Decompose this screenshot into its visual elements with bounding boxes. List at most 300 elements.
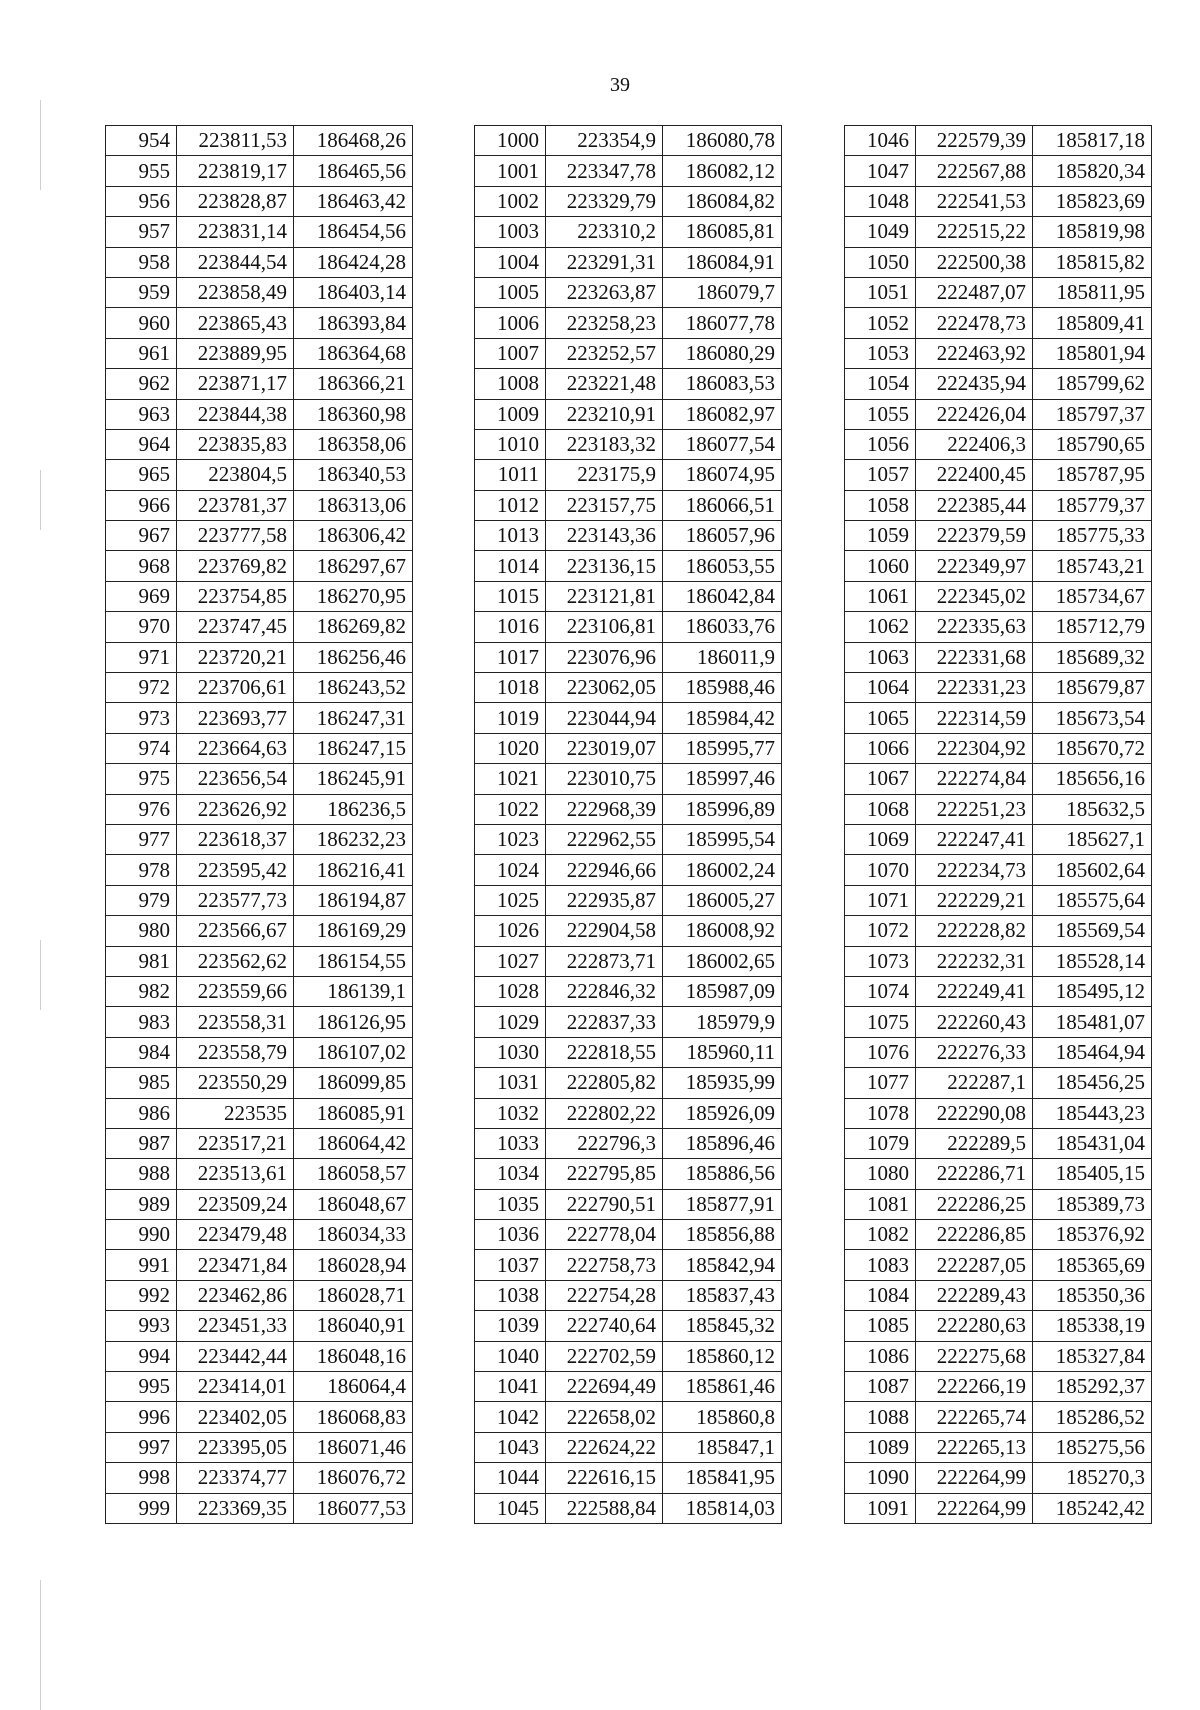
y-coordinate-cell: 186084,82 [663, 186, 782, 216]
point-number-cell: 994 [106, 1341, 177, 1371]
table-row [845, 1189, 1152, 1219]
y-coordinate-cell: 186139,1 [294, 976, 413, 1006]
table-row [475, 277, 782, 307]
x-coordinate-cell: 222694,49 [546, 1372, 663, 1402]
y-coordinate-cell: 186270,95 [294, 581, 413, 611]
x-coordinate-cell: 222463,92 [916, 338, 1033, 368]
table-row [106, 247, 413, 277]
x-coordinate-cell: 223777,58 [177, 521, 294, 551]
point-number-cell: 1029 [475, 1007, 546, 1037]
x-coordinate-cell: 222314,59 [916, 703, 1033, 733]
point-number-cell: 984 [106, 1037, 177, 1067]
point-number-cell: 1050 [845, 247, 916, 277]
point-number-cell: 1089 [845, 1432, 916, 1462]
point-number-cell: 974 [106, 733, 177, 763]
point-number-cell: 1091 [845, 1493, 916, 1523]
x-coordinate-cell: 223559,66 [177, 976, 294, 1006]
table-row [475, 1432, 782, 1462]
table-row [475, 217, 782, 247]
point-number-cell: 963 [106, 399, 177, 429]
table-row [475, 824, 782, 854]
x-coordinate-cell: 222515,22 [916, 217, 1033, 247]
table-row [475, 1068, 782, 1098]
point-number-cell: 977 [106, 824, 177, 854]
x-coordinate-cell: 222276,33 [916, 1037, 1033, 1067]
point-number-cell: 1030 [475, 1037, 546, 1067]
x-coordinate-cell: 222275,68 [916, 1341, 1033, 1371]
x-coordinate-cell: 222274,84 [916, 764, 1033, 794]
y-coordinate-cell: 185673,54 [1033, 703, 1152, 733]
y-coordinate-cell: 186057,96 [663, 521, 782, 551]
y-coordinate-cell: 185841,95 [663, 1463, 782, 1493]
point-number-cell: 1001 [475, 156, 546, 186]
y-coordinate-cell: 185327,84 [1033, 1341, 1152, 1371]
coordinates-table-2 [474, 125, 782, 1524]
y-coordinate-cell: 186080,29 [663, 338, 782, 368]
y-coordinate-cell: 186064,4 [294, 1372, 413, 1402]
point-number-cell: 1018 [475, 673, 546, 703]
point-number-cell: 964 [106, 429, 177, 459]
table-row [845, 1250, 1152, 1280]
y-coordinate-cell: 185960,11 [663, 1037, 782, 1067]
x-coordinate-cell: 223664,63 [177, 733, 294, 763]
x-coordinate-cell: 222385,44 [916, 490, 1033, 520]
point-number-cell: 968 [106, 551, 177, 581]
y-coordinate-cell: 185734,67 [1033, 581, 1152, 611]
y-coordinate-cell: 186366,21 [294, 369, 413, 399]
x-coordinate-cell: 222249,41 [916, 976, 1033, 1006]
x-coordinate-cell: 223369,35 [177, 1493, 294, 1523]
x-coordinate-cell: 223747,45 [177, 612, 294, 642]
point-number-cell: 1085 [845, 1311, 916, 1341]
point-number-cell: 1078 [845, 1098, 916, 1128]
point-number-cell: 1081 [845, 1189, 916, 1219]
x-coordinate-cell: 223354,9 [546, 126, 663, 156]
y-coordinate-cell: 185627,1 [1033, 824, 1152, 854]
table-row [845, 460, 1152, 490]
table-row [475, 976, 782, 1006]
x-coordinate-cell: 222289,5 [916, 1128, 1033, 1158]
y-coordinate-cell: 185481,07 [1033, 1007, 1152, 1037]
table-row [475, 1463, 782, 1493]
point-number-cell: 1082 [845, 1220, 916, 1250]
table-row [475, 551, 782, 581]
y-coordinate-cell: 185877,91 [663, 1189, 782, 1219]
y-coordinate-cell: 186393,84 [294, 308, 413, 338]
x-coordinate-cell: 222260,43 [916, 1007, 1033, 1037]
table-row [106, 1463, 413, 1493]
y-coordinate-cell: 186071,46 [294, 1432, 413, 1462]
point-number-cell: 957 [106, 217, 177, 247]
point-number-cell: 1074 [845, 976, 916, 1006]
table-row [475, 490, 782, 520]
y-coordinate-cell: 186011,9 [663, 642, 782, 672]
x-coordinate-cell: 222287,1 [916, 1068, 1033, 1098]
x-coordinate-cell: 222232,31 [916, 946, 1033, 976]
table-row [106, 1007, 413, 1037]
point-number-cell: 1052 [845, 308, 916, 338]
y-coordinate-cell: 185886,56 [663, 1159, 782, 1189]
x-coordinate-cell: 222266,19 [916, 1372, 1033, 1402]
table-row [845, 1159, 1152, 1189]
table-row [845, 916, 1152, 946]
table-row [845, 946, 1152, 976]
table-row [475, 1128, 782, 1158]
y-coordinate-cell: 186002,65 [663, 946, 782, 976]
y-coordinate-cell: 186048,16 [294, 1341, 413, 1371]
x-coordinate-cell: 223828,87 [177, 186, 294, 216]
table-row [845, 764, 1152, 794]
point-number-cell: 1059 [845, 521, 916, 551]
x-coordinate-cell: 222962,55 [546, 824, 663, 854]
y-coordinate-cell: 185495,12 [1033, 976, 1152, 1006]
y-coordinate-cell: 185995,54 [663, 824, 782, 854]
table-row [106, 1493, 413, 1523]
y-coordinate-cell: 185338,19 [1033, 1311, 1152, 1341]
y-coordinate-cell: 185935,99 [663, 1068, 782, 1098]
x-coordinate-cell: 222286,25 [916, 1189, 1033, 1219]
y-coordinate-cell: 186247,15 [294, 733, 413, 763]
point-number-cell: 1083 [845, 1250, 916, 1280]
x-coordinate-cell: 223044,94 [546, 703, 663, 733]
point-number-cell: 980 [106, 916, 177, 946]
table-row [475, 794, 782, 824]
point-number-cell: 1065 [845, 703, 916, 733]
table-row [475, 247, 782, 277]
table-row [475, 673, 782, 703]
point-number-cell: 982 [106, 976, 177, 1006]
point-number-cell: 1079 [845, 1128, 916, 1158]
y-coordinate-cell: 186077,54 [663, 429, 782, 459]
y-coordinate-cell: 185823,69 [1033, 186, 1152, 216]
table-row [475, 399, 782, 429]
table-row [845, 581, 1152, 611]
x-coordinate-cell: 222904,58 [546, 916, 663, 946]
point-number-cell: 1080 [845, 1159, 916, 1189]
table-row [845, 1128, 1152, 1158]
point-number-cell: 999 [106, 1493, 177, 1523]
x-coordinate-cell: 222229,21 [916, 885, 1033, 915]
table-row [106, 794, 413, 824]
point-number-cell: 1027 [475, 946, 546, 976]
y-coordinate-cell: 185743,21 [1033, 551, 1152, 581]
y-coordinate-cell: 186082,97 [663, 399, 782, 429]
y-coordinate-cell: 185275,56 [1033, 1432, 1152, 1462]
point-number-cell: 1026 [475, 916, 546, 946]
table-row [475, 156, 782, 186]
point-number-cell: 981 [106, 946, 177, 976]
table-row [845, 1068, 1152, 1098]
y-coordinate-cell: 186085,81 [663, 217, 782, 247]
y-coordinate-cell: 185799,62 [1033, 369, 1152, 399]
x-coordinate-cell: 222616,15 [546, 1463, 663, 1493]
point-number-cell: 983 [106, 1007, 177, 1037]
y-coordinate-cell: 186083,53 [663, 369, 782, 399]
table-row [475, 733, 782, 763]
point-number-cell: 1039 [475, 1311, 546, 1341]
table-row [845, 1311, 1152, 1341]
y-coordinate-cell: 186313,06 [294, 490, 413, 520]
x-coordinate-cell: 223819,17 [177, 156, 294, 186]
table-row [106, 703, 413, 733]
x-coordinate-cell: 222251,23 [916, 794, 1033, 824]
y-coordinate-cell: 185797,37 [1033, 399, 1152, 429]
point-number-cell: 970 [106, 612, 177, 642]
y-coordinate-cell: 185801,94 [1033, 338, 1152, 368]
y-coordinate-cell: 186154,55 [294, 946, 413, 976]
point-number-cell: 978 [106, 855, 177, 885]
y-coordinate-cell: 186066,51 [663, 490, 782, 520]
x-coordinate-cell: 222846,32 [546, 976, 663, 1006]
table-row [845, 308, 1152, 338]
y-coordinate-cell: 185861,46 [663, 1372, 782, 1402]
table-row [106, 916, 413, 946]
point-number-cell: 1056 [845, 429, 916, 459]
x-coordinate-cell: 222331,23 [916, 673, 1033, 703]
x-coordinate-cell: 223535 [177, 1098, 294, 1128]
x-coordinate-cell: 223831,14 [177, 217, 294, 247]
x-coordinate-cell: 222541,53 [916, 186, 1033, 216]
y-coordinate-cell: 185270,3 [1033, 1463, 1152, 1493]
x-coordinate-cell: 223414,01 [177, 1372, 294, 1402]
table-row [106, 733, 413, 763]
table-row [845, 1007, 1152, 1037]
y-coordinate-cell: 186048,67 [294, 1189, 413, 1219]
x-coordinate-cell: 222287,05 [916, 1250, 1033, 1280]
table-row [106, 1372, 413, 1402]
table-row [475, 946, 782, 976]
point-number-cell: 1035 [475, 1189, 546, 1219]
table-row [845, 338, 1152, 368]
point-number-cell: 976 [106, 794, 177, 824]
point-number-cell: 1005 [475, 277, 546, 307]
table-row [845, 642, 1152, 672]
y-coordinate-cell: 185815,82 [1033, 247, 1152, 277]
x-coordinate-cell: 222658,02 [546, 1402, 663, 1432]
point-number-cell: 975 [106, 764, 177, 794]
table-row [475, 429, 782, 459]
y-coordinate-cell: 185779,37 [1033, 490, 1152, 520]
point-number-cell: 1000 [475, 126, 546, 156]
x-coordinate-cell: 223858,49 [177, 277, 294, 307]
table-row [475, 1280, 782, 1310]
x-coordinate-cell: 223019,07 [546, 733, 663, 763]
x-coordinate-cell: 223329,79 [546, 186, 663, 216]
y-coordinate-cell: 185837,43 [663, 1280, 782, 1310]
table-row [845, 1280, 1152, 1310]
x-coordinate-cell: 222818,55 [546, 1037, 663, 1067]
y-coordinate-cell: 186053,55 [663, 551, 782, 581]
y-coordinate-cell: 185995,77 [663, 733, 782, 763]
x-coordinate-cell: 223865,43 [177, 308, 294, 338]
y-coordinate-cell: 185602,64 [1033, 855, 1152, 885]
point-number-cell: 991 [106, 1250, 177, 1280]
point-number-cell: 956 [106, 186, 177, 216]
table-row [106, 277, 413, 307]
x-coordinate-cell: 222796,3 [546, 1128, 663, 1158]
table-row [106, 490, 413, 520]
point-number-cell: 1075 [845, 1007, 916, 1037]
table-row [106, 1341, 413, 1371]
point-number-cell: 992 [106, 1280, 177, 1310]
table-row [845, 247, 1152, 277]
point-number-cell: 1017 [475, 642, 546, 672]
table-row [845, 369, 1152, 399]
y-coordinate-cell: 185689,32 [1033, 642, 1152, 672]
x-coordinate-cell: 222487,07 [916, 277, 1033, 307]
x-coordinate-cell: 222289,43 [916, 1280, 1033, 1310]
point-number-cell: 1046 [845, 126, 916, 156]
x-coordinate-cell: 222802,22 [546, 1098, 663, 1128]
table-row [845, 673, 1152, 703]
point-number-cell: 1002 [475, 186, 546, 216]
point-number-cell: 1061 [845, 581, 916, 611]
y-coordinate-cell: 186245,91 [294, 764, 413, 794]
x-coordinate-cell: 222379,59 [916, 521, 1033, 551]
x-coordinate-cell: 223252,57 [546, 338, 663, 368]
table-row [845, 1402, 1152, 1432]
y-coordinate-cell: 186064,42 [294, 1128, 413, 1158]
x-coordinate-cell: 222754,28 [546, 1280, 663, 1310]
x-coordinate-cell: 223143,36 [546, 521, 663, 551]
point-number-cell: 1062 [845, 612, 916, 642]
x-coordinate-cell: 223263,87 [546, 277, 663, 307]
point-number-cell: 962 [106, 369, 177, 399]
table-row [106, 521, 413, 551]
table-row [106, 399, 413, 429]
y-coordinate-cell: 185656,16 [1033, 764, 1152, 794]
y-coordinate-cell: 186243,52 [294, 673, 413, 703]
y-coordinate-cell: 186360,98 [294, 399, 413, 429]
table-row [106, 1220, 413, 1250]
x-coordinate-cell: 222290,08 [916, 1098, 1033, 1128]
y-coordinate-cell: 186232,23 [294, 824, 413, 854]
x-coordinate-cell: 223517,21 [177, 1128, 294, 1158]
table-row [106, 946, 413, 976]
table-row [845, 1463, 1152, 1493]
x-coordinate-cell: 222400,45 [916, 460, 1033, 490]
x-coordinate-cell: 222335,63 [916, 612, 1033, 642]
x-coordinate-cell: 223121,81 [546, 581, 663, 611]
table-row [106, 369, 413, 399]
y-coordinate-cell: 186002,24 [663, 855, 782, 885]
table-row [475, 1402, 782, 1432]
y-coordinate-cell: 186034,33 [294, 1220, 413, 1250]
y-coordinate-cell: 185365,69 [1033, 1250, 1152, 1280]
y-coordinate-cell: 186079,7 [663, 277, 782, 307]
x-coordinate-cell: 223804,5 [177, 460, 294, 490]
table-row [475, 1250, 782, 1280]
point-number-cell: 1033 [475, 1128, 546, 1158]
point-number-cell: 987 [106, 1128, 177, 1158]
x-coordinate-cell: 223781,37 [177, 490, 294, 520]
y-coordinate-cell: 186463,42 [294, 186, 413, 216]
table-row [475, 916, 782, 946]
x-coordinate-cell: 223462,86 [177, 1280, 294, 1310]
table-row [106, 186, 413, 216]
point-number-cell: 1020 [475, 733, 546, 763]
y-coordinate-cell: 186077,78 [663, 308, 782, 338]
x-coordinate-cell: 222873,71 [546, 946, 663, 976]
x-coordinate-cell: 222345,02 [916, 581, 1033, 611]
x-coordinate-cell: 222588,84 [546, 1493, 663, 1523]
y-coordinate-cell: 185286,52 [1033, 1402, 1152, 1432]
x-coordinate-cell: 223562,62 [177, 946, 294, 976]
y-coordinate-cell: 185389,73 [1033, 1189, 1152, 1219]
y-coordinate-cell: 185896,46 [663, 1128, 782, 1158]
point-number-cell: 1066 [845, 733, 916, 763]
y-coordinate-cell: 186058,57 [294, 1159, 413, 1189]
y-coordinate-cell: 185632,5 [1033, 794, 1152, 824]
point-number-cell: 1071 [845, 885, 916, 915]
x-coordinate-cell: 223471,84 [177, 1250, 294, 1280]
point-number-cell: 989 [106, 1189, 177, 1219]
x-coordinate-cell: 222228,82 [916, 916, 1033, 946]
y-coordinate-cell: 186084,91 [663, 247, 782, 277]
x-coordinate-cell: 223513,61 [177, 1159, 294, 1189]
table-row [475, 1311, 782, 1341]
point-number-cell: 990 [106, 1220, 177, 1250]
y-coordinate-cell: 185814,03 [663, 1493, 782, 1523]
x-coordinate-cell: 223402,05 [177, 1402, 294, 1432]
point-number-cell: 1048 [845, 186, 916, 216]
x-coordinate-cell: 222265,74 [916, 1402, 1033, 1432]
y-coordinate-cell: 186256,46 [294, 642, 413, 672]
table-row [845, 217, 1152, 247]
point-number-cell: 1084 [845, 1280, 916, 1310]
y-coordinate-cell: 185809,41 [1033, 308, 1152, 338]
y-coordinate-cell: 186077,53 [294, 1493, 413, 1523]
table-row [845, 1432, 1152, 1462]
point-number-cell: 985 [106, 1068, 177, 1098]
y-coordinate-cell: 185842,94 [663, 1250, 782, 1280]
x-coordinate-cell: 223106,81 [546, 612, 663, 642]
x-coordinate-cell: 222265,13 [916, 1432, 1033, 1462]
y-coordinate-cell: 185431,04 [1033, 1128, 1152, 1158]
x-coordinate-cell: 223062,05 [546, 673, 663, 703]
y-coordinate-cell: 185376,92 [1033, 1220, 1152, 1250]
x-coordinate-cell: 223136,15 [546, 551, 663, 581]
point-number-cell: 1016 [475, 612, 546, 642]
x-coordinate-cell: 222500,38 [916, 247, 1033, 277]
x-coordinate-cell: 223566,67 [177, 916, 294, 946]
table-row [475, 308, 782, 338]
x-coordinate-cell: 222805,82 [546, 1068, 663, 1098]
table-row [845, 1220, 1152, 1250]
point-number-cell: 961 [106, 338, 177, 368]
point-number-cell: 1021 [475, 764, 546, 794]
table-row [106, 1128, 413, 1158]
x-coordinate-cell: 223706,61 [177, 673, 294, 703]
table-row [106, 156, 413, 186]
table-row [106, 1280, 413, 1310]
table-row [845, 794, 1152, 824]
table-row [845, 429, 1152, 459]
point-number-cell: 1009 [475, 399, 546, 429]
table-row [845, 1341, 1152, 1371]
y-coordinate-cell: 186424,28 [294, 247, 413, 277]
point-number-cell: 1031 [475, 1068, 546, 1098]
point-number-cell: 1067 [845, 764, 916, 794]
x-coordinate-cell: 223310,2 [546, 217, 663, 247]
table-row [845, 551, 1152, 581]
point-number-cell: 997 [106, 1432, 177, 1462]
table-row [845, 855, 1152, 885]
point-number-cell: 1007 [475, 338, 546, 368]
table-row [475, 1007, 782, 1037]
point-number-cell: 972 [106, 673, 177, 703]
table-row [475, 1159, 782, 1189]
